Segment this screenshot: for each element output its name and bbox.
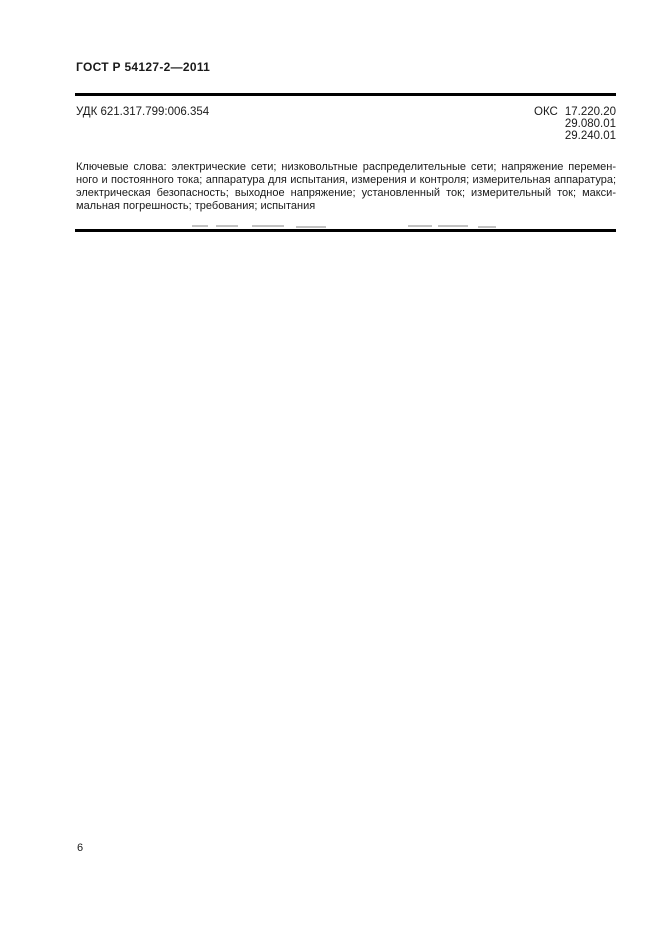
keywords-line: Ключевые слова: электрические сети; низковольтные распределительные сети; напряжение перемен- bbox=[76, 161, 616, 173]
oks-code-row: 29.080.01 bbox=[564, 118, 616, 130]
scan-artifact bbox=[216, 225, 238, 227]
scan-artifact bbox=[252, 225, 284, 227]
scan-artifact bbox=[478, 226, 496, 228]
oks-code-row bbox=[534, 106, 616, 118]
keywords-line: электрическая безопасность; выходное напряжение; установленный ток; измерительный ток; макси- bbox=[76, 187, 616, 199]
scan-artifact bbox=[296, 226, 326, 228]
keywords-line: ного и постоянного тока; аппаратура для испытания, измерения и контроля; измерительная аппаратура; bbox=[76, 174, 616, 186]
document-standard-number: ГОСТ Р 54127-2—2011 bbox=[76, 60, 211, 74]
scan-artifact bbox=[408, 225, 432, 227]
horizontal-rule-top bbox=[75, 93, 616, 96]
keywords-paragraph bbox=[76, 161, 616, 213]
scan-artifact bbox=[192, 225, 208, 227]
udk-classification-code: УДК 621.317.799:006.354 bbox=[76, 106, 210, 118]
oks-classification-block bbox=[534, 106, 616, 142]
scan-artifact bbox=[438, 225, 468, 227]
oks-label: ОКС bbox=[534, 106, 558, 118]
oks-code: 17.220.20 bbox=[564, 106, 616, 118]
horizontal-rule-bottom bbox=[75, 229, 616, 232]
page-number: 6 bbox=[77, 842, 84, 854]
keywords-line: мальная погрешность; требования; испытания bbox=[76, 200, 316, 212]
oks-code-row: 29.240.01 bbox=[564, 130, 616, 142]
